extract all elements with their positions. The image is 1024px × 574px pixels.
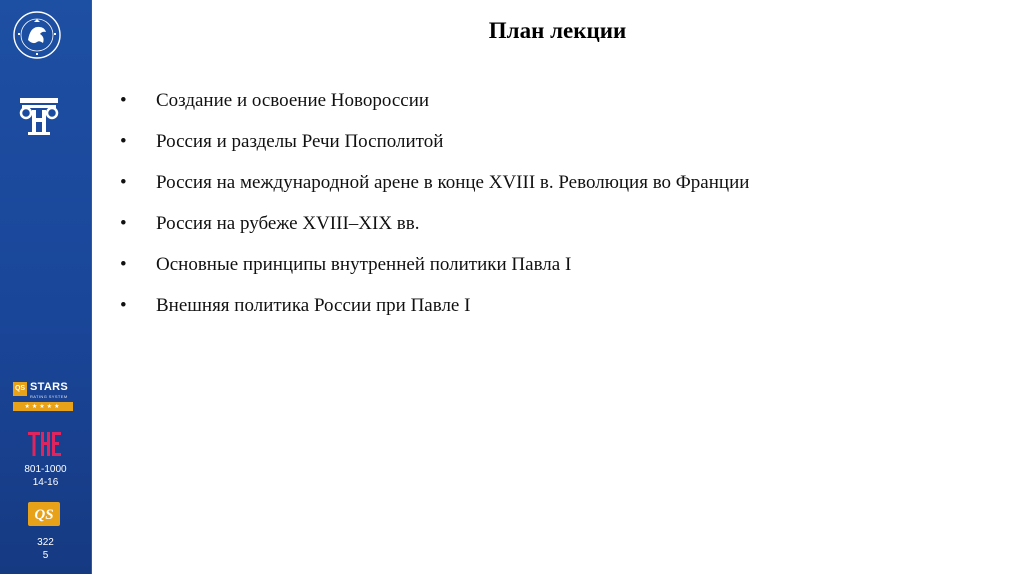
bullet-icon: • xyxy=(120,295,127,316)
column-capital-logo xyxy=(18,96,60,138)
bullet-icon: • xyxy=(120,90,127,111)
bullet-icon: • xyxy=(120,131,127,152)
qs-stars-sublabel: RATING SYSTEM xyxy=(30,394,68,399)
sidebar xyxy=(0,0,92,574)
qs-stars-label: STARS xyxy=(30,381,68,393)
qs-stars-logo xyxy=(13,381,75,413)
list-item-text: Россия на международной арене в конце XVIII в. Революция во Франции xyxy=(156,172,750,193)
list-item-text: Основные принципы внутренней политики Павла I xyxy=(156,254,572,275)
qs-badge: QS xyxy=(13,382,27,396)
bullet-icon: • xyxy=(120,254,127,275)
star-rating-icons: ★★★★★ xyxy=(13,402,73,411)
slide-title: План лекции xyxy=(488,18,627,43)
list-item-text: Создание и освоение Новороссии xyxy=(156,90,430,111)
bullet-icon: • xyxy=(120,172,127,193)
the-ranking-logo xyxy=(28,430,62,460)
list-item-text: Россия на рубеже XVIII–XIX вв. xyxy=(156,213,420,234)
qs-rank-position: 322 xyxy=(37,537,54,548)
bullet-icon: • xyxy=(120,213,127,234)
svg-text:QS: QS xyxy=(34,507,54,523)
the-rank-subject: 14-16 xyxy=(32,477,59,488)
qs-rank-stars: 5 xyxy=(42,550,49,561)
qs-ranking-logo xyxy=(28,502,60,526)
list-item-text: Внешняя политика России при Павле I xyxy=(156,295,471,316)
university-seal-logo xyxy=(12,10,62,60)
list-item-text: Россия и разделы Речи Посполитой xyxy=(156,131,444,152)
the-rank-range: 801-1000 xyxy=(24,464,67,475)
